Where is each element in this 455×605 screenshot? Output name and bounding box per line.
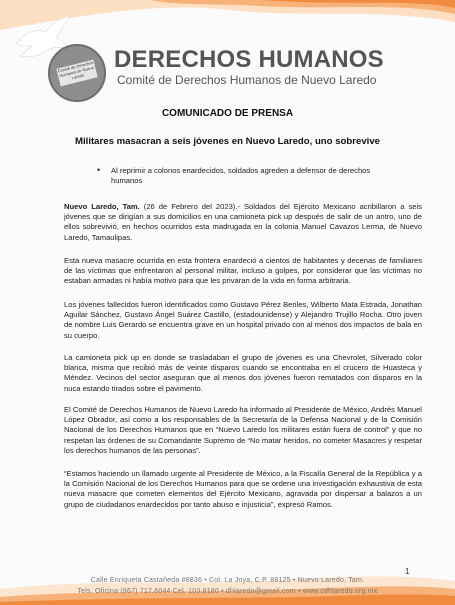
- document-title: COMUNICADO DE PRENSA: [161, 108, 294, 119]
- summary-bullet: [97, 165, 396, 185]
- page-number: 1: [405, 567, 410, 576]
- footer-contact: Tels. Oficina (867) 717.6044 Cel. 103.8180 • dhlaredo@gmail.com • www.cdhlaredo.org.mx: [77, 588, 378, 595]
- summary-bullet-text: Al reprimir a colonos enardecidos, soldados agreden a defensor de derechos humanos: [111, 166, 371, 185]
- bullet-point-icon: •: [97, 165, 101, 175]
- organization-name: DERECHOS HUMANOS: [114, 46, 384, 73]
- paragraph-4: La camioneta pick up en donde se trasladaban el grupo de jóvenes es una Chevrolet, Silverado color blanca, misma que recibió más de veinte disparos cuando se encontraba en el crucero de Huasteca y Méndez. Vecinos del sector aseguran que al menos dos jóvenes fueron rematados con disparos en la nuca estando tirados sobre el pavimento.: [64, 353, 422, 393]
- document-headline: Militares masacran a seis jóvenes en Nuevo Laredo, uno sobrevive: [75, 136, 380, 147]
- paragraph-5: El Comité de Derechos Humanos de Nuevo Laredo ha informado al Presidente de México, Andrés Manuel López Obrador, así como a los responsables de la Secretaría de la Defensa Nacional y de la Comisión Nacional de los Derechos Humanos que en “Nuevo Laredo los militares están fuera de control” y que no respetan las órdenes de su Comandante Supremo de “No matar heridos, no cometer Masacres y respetar los derechos humanos de las personas”.: [64, 405, 422, 455]
- seal-label: Comité de Derechos Humanos de Nuevo Laredo: [56, 60, 97, 87]
- paragraph-3: Los jóvenes fallecidos fueron identificados como Gustavo Pérez Beriles, Wilberto Mata Estrada, Jonathan Aguilar Sánchez, Gustavo Ángel Suárez Castillo, (estadounidense) y Alejandro Trujillo Rocha. Otro joven de nombre Luis Gerardo se encuentra grave en un hospital privado con al menos dos impactos de bala en su cuerpo.: [64, 300, 422, 340]
- paragraph-6: “Estamos haciendo un llamado urgente al Presidente de México, a la Fiscalía General de la República y a la Comisión Nacional de los Derechos Humanos para que se ordene una investigación exhaustiva de esta nueva masacre que cometen elementos del Ejército Mexicano, agravada por dispersar a balazos a un grupo de ciudadanos enardecidos por tanto abuso e injusticia”, expresó Ramos.: [64, 469, 422, 509]
- dateline: Nuevo Laredo, Tam.: [64, 202, 140, 211]
- organization-seal-logo: [48, 44, 106, 102]
- footer-address: Calle Enriqueta Castañeda #8836 • Col. La Joya, C.P. 88125 • Nuevo Laredo, Tam.: [90, 577, 365, 584]
- paragraph-1-text: (26 de Febrero del 2023).- Soldados del Ejército Mexicano acribillaron a seis jóvenes que se dirigían a sus domicilios en una camioneta pick up después de salir de un antro, uno de ellos sobrevivió, en hechos ocurridos esta madrugada en la colonia Manuel Cavazos Lerma, de Nuevo Laredo, Tamaulipas.: [64, 202, 422, 242]
- paragraph-2: Esta nueva masacre ocurrida en esta frontera enardeció a cientos de habitantes y decenas de familiares de las víctimas que enfrentaron al personal militar, incluso a golpes, por considerar que las víctimas no estaban armadas ni había motivo para que les privaran de la vida en forma arbitraria.: [64, 256, 422, 286]
- paragraph-1: [64, 202, 422, 243]
- organization-subtitle: Comité de Derechos Humanos de Nuevo Laredo: [117, 73, 377, 87]
